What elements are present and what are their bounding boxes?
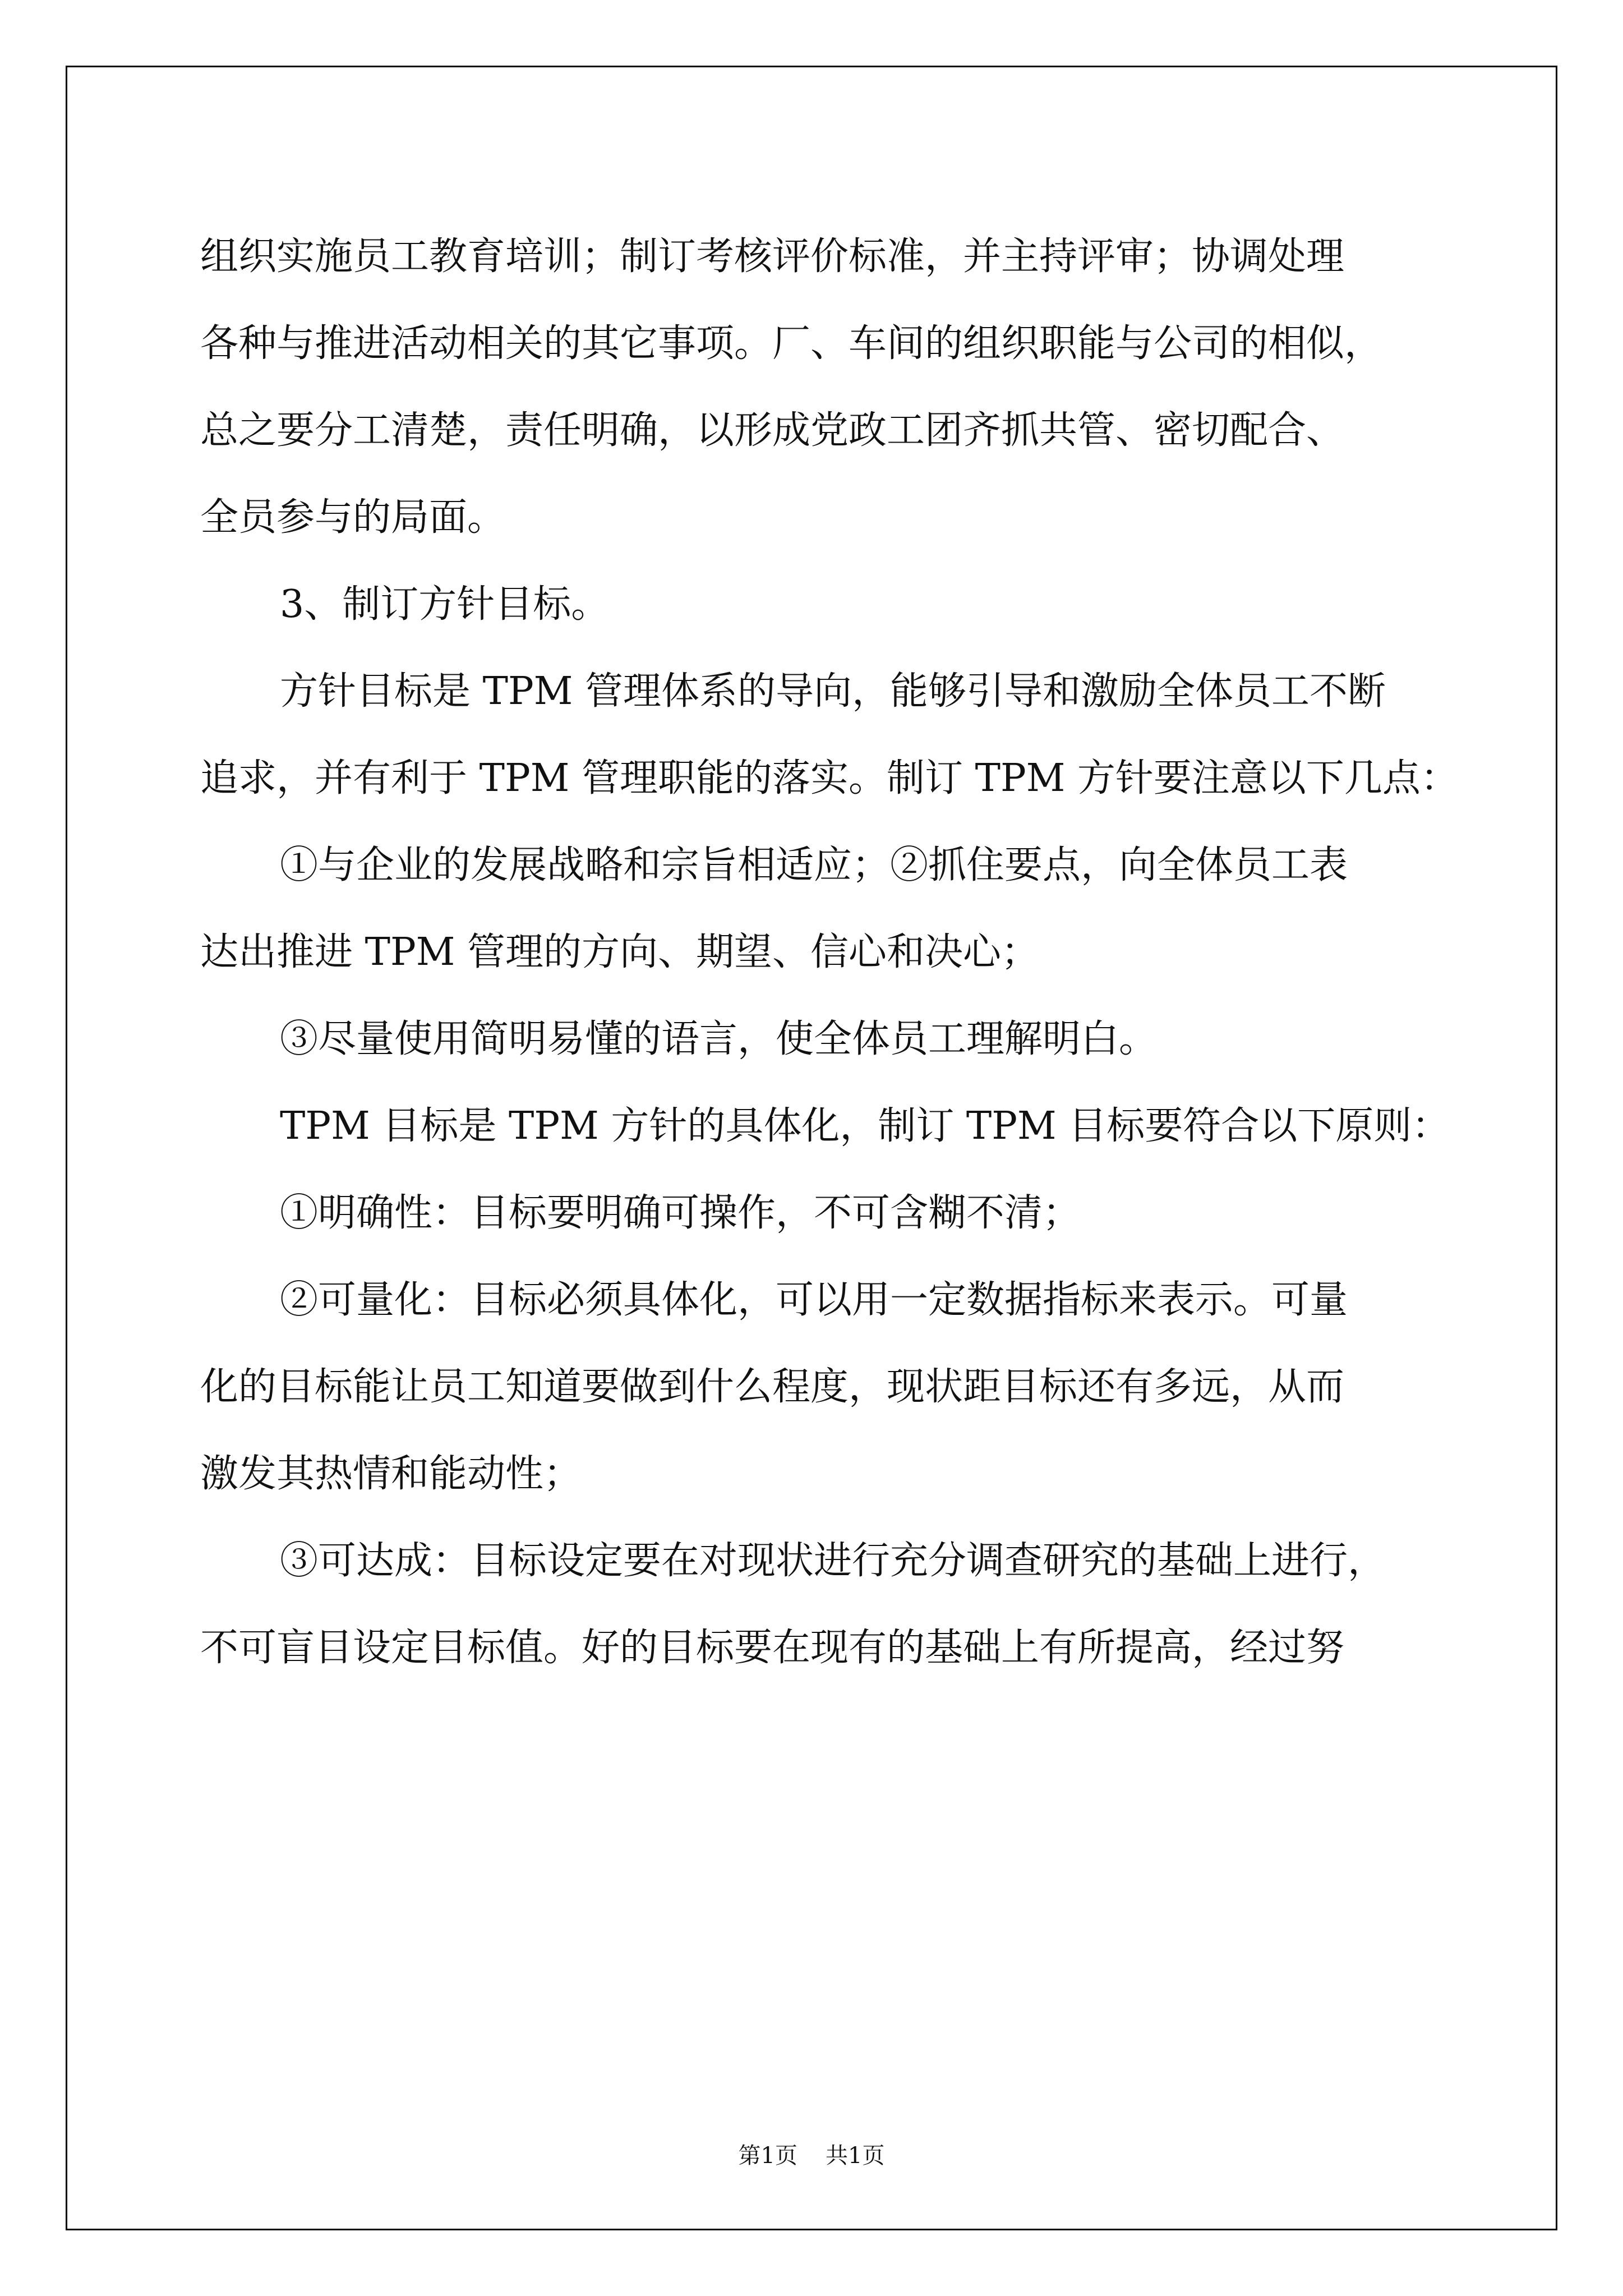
text-line: 总之要分工清楚，责任明确，以形成党政工团齐抓共管、密切配合、: [200, 408, 1345, 453]
text-line: ①明确性：目标要明确可操作，不可含糊不清；: [280, 1191, 1081, 1235]
text-line: 化的目标能让员工知道要做到什么程度，现状距目标还有多远，从而: [200, 1365, 1345, 1409]
text-line: 达出推进 TPM 管理的方向、期望、信心和决心；: [200, 930, 1039, 974]
text-line: ②可量化：目标必须具体化，可以用一定数据指标来表示。可量: [280, 1278, 1348, 1322]
text-line: 追求，并有利于 TPM 管理职能的落实。制订 TPM 方针要注意以下几点：: [200, 756, 1459, 800]
page-number: 第1页: [738, 2143, 797, 2169]
text-line: 激发其热情和能动性；: [200, 1452, 582, 1496]
text-line: 全员参与的局面。: [200, 495, 506, 540]
text-line: 组织实施员工教育培训；制订考核评价标准，并主持评审；协调处理: [200, 234, 1345, 279]
page-total: 共1页: [826, 2143, 885, 2169]
text-line: 各种与推进活动相关的其它事项。厂、车间的组织职能与公司的相似，: [200, 321, 1383, 366]
document-body: [200, 213, 1459, 1691]
page-footer: [0, 2138, 1623, 2170]
text-line: ③尽量使用简明易懂的语言，使全体员工理解明白。: [280, 1017, 1158, 1061]
text-line: ①与企业的发展战略和宗旨相适应；②抓住要点，向全体员工表: [280, 843, 1348, 887]
text-line: ③可达成：目标设定要在对现状进行充分调查研究的基础上进行，: [280, 1539, 1386, 1583]
text-line: TPM 目标是 TPM 方针的具体化，制订 TPM 目标要符合以下原则：: [280, 1104, 1450, 1148]
text-line: 方针目标是 TPM 管理体系的导向，能够引导和激励全体员工不断: [280, 669, 1386, 714]
text-line: 3、制订方针目标。: [280, 582, 610, 627]
text-line: 不可盲目设定目标值。好的目标要在现有的基础上有所提高，经过努: [200, 1626, 1345, 1670]
